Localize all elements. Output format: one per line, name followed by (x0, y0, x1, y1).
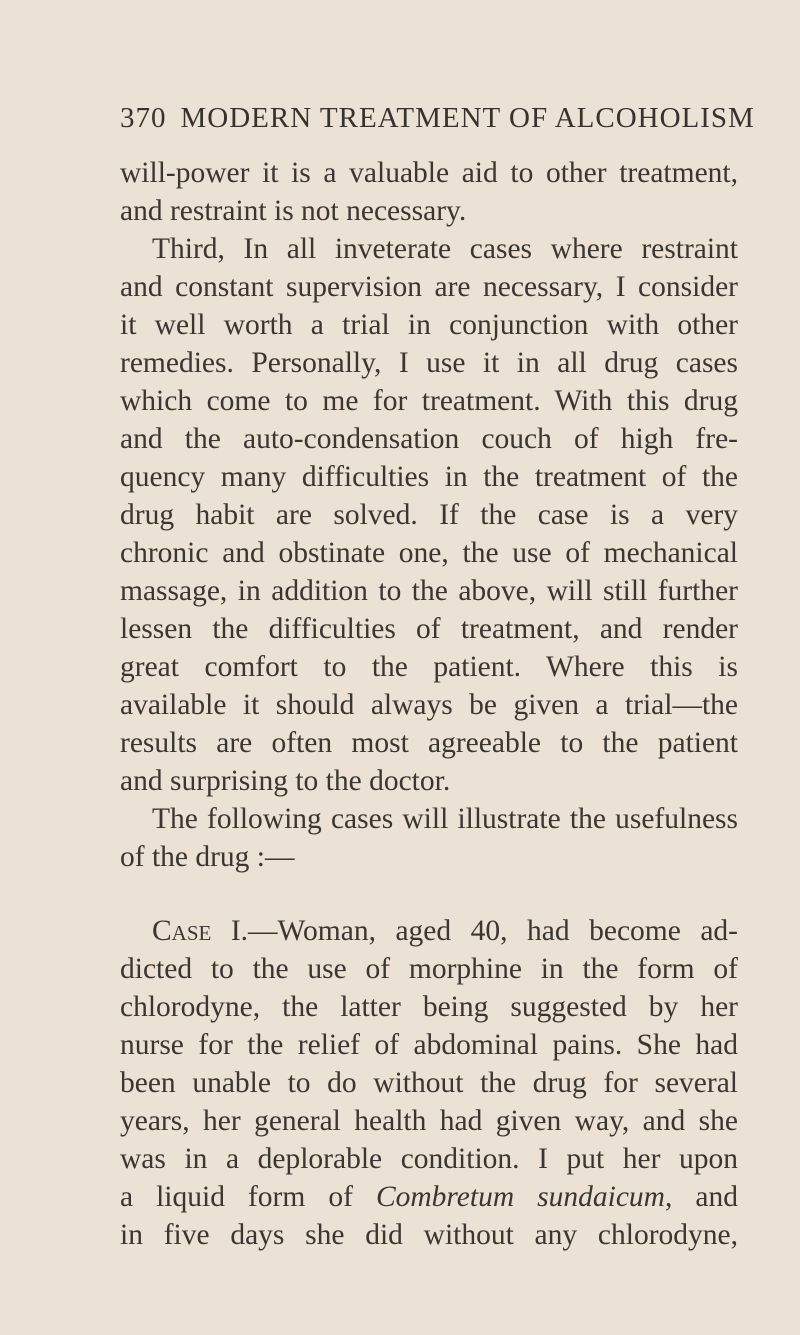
case-heading-line (152, 912, 738, 950)
text-line: and restraint is not necessary. (120, 195, 467, 227)
text-line (120, 1178, 738, 1216)
case-line-text: I.—Woman, aged 40, had become ad- (211, 915, 738, 947)
page-number: 370 (120, 102, 167, 134)
text-line: massage, in addition to the above, will still further (120, 575, 738, 607)
text-line: nurse for the relief of abdominal pains. She had (120, 1029, 738, 1061)
text-line: The following cases will illustrate the usefulness (152, 803, 738, 835)
text-line: of the drug :— (120, 841, 295, 873)
text-line: was in a deplorable condition. I put her upon (120, 1143, 738, 1175)
text-line: in five days she did without any chlorodyne, (120, 1219, 738, 1251)
text-line: and constant supervision are necessary, I consider (120, 271, 738, 303)
text-line: which come to me for treatment. With this drug (120, 385, 738, 417)
text-line: great comfort to the patient. Where this is (120, 651, 738, 683)
text-line: been unable to do without the drug for several (120, 1067, 738, 1099)
text-segment: a liquid form of (120, 1181, 376, 1213)
running-title: MODERN TREATMENT OF ALCOHOLISM (180, 102, 755, 134)
text-line: and the auto-condensation couch of high fre- (120, 423, 738, 455)
text-line: results are often most agreeable to the patient (120, 727, 738, 759)
text-line: Third, In all inveterate cases where restraint (152, 233, 738, 265)
text-line: chlorodyne, the latter being suggested by her (120, 991, 738, 1023)
text-line: years, her general health had given way, and she (120, 1105, 738, 1137)
text-line: remedies. Personally, I use it in all drug cases (120, 347, 738, 379)
running-head (120, 101, 755, 135)
species-name: Combretum sundaicum (375, 1181, 665, 1213)
case-label: Case (152, 915, 212, 947)
text-segment: , and (665, 1181, 738, 1213)
text-line: available it should always be given a trial—the (120, 689, 738, 721)
text-line: quency many difficulties in the treatment of the (120, 461, 738, 493)
text-line: chronic and obstinate one, the use of mechanical (120, 537, 738, 569)
text-line: and surprising to the doctor. (120, 765, 451, 797)
text-line: dicted to the use of morphine in the form of (120, 953, 738, 985)
text-line: will-power it is a valuable aid to other treatment, (120, 157, 738, 189)
text-line: it well worth a trial in conjunction with other (120, 309, 738, 341)
text-line: lessen the difficulties of treatment, and render (120, 613, 738, 645)
text-line: drug habit are solved. If the case is a very (120, 499, 738, 531)
